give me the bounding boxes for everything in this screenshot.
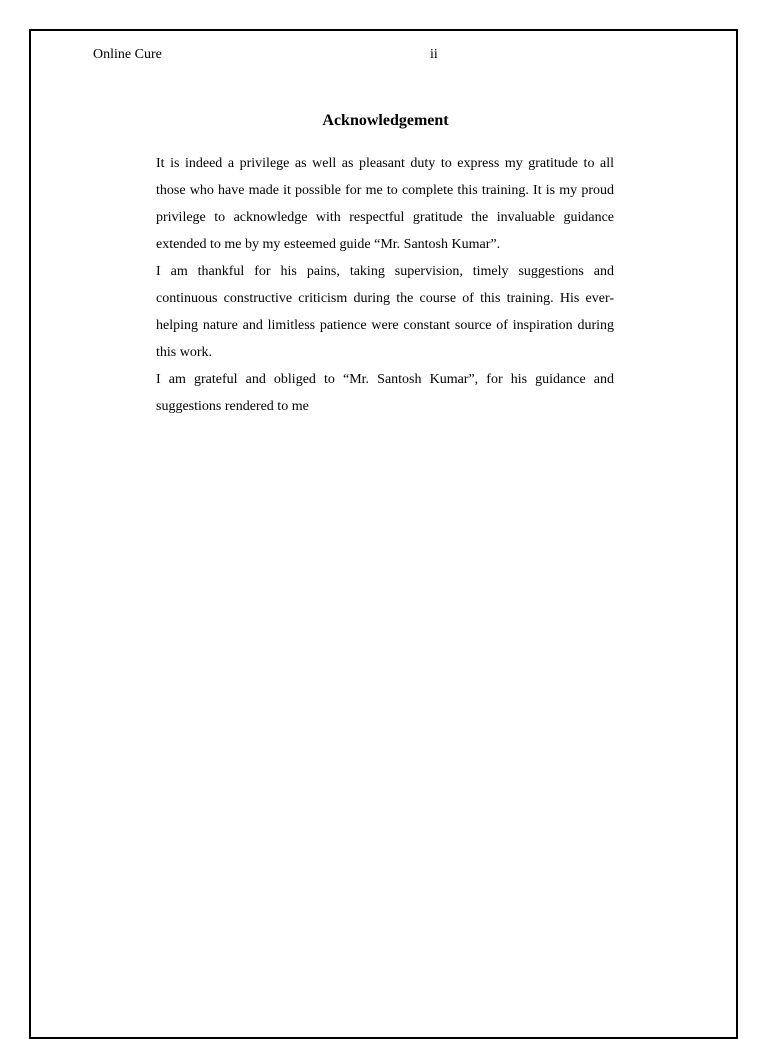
document-page <box>29 29 738 1039</box>
paragraph-1: It is indeed a privilege as well as pleasant duty to express my gratitude to all those who have made it possible for me to complete this training. It is my proud privilege to acknowledge with respectful gratitude the invaluable guidance extended to me by my esteemed guide “Mr. Santosh Kumar”. <box>156 156 614 252</box>
page-title: Acknowledgement <box>322 112 449 129</box>
page-number: ii <box>430 47 438 62</box>
header-title: Online Cure <box>93 47 162 62</box>
body-text <box>156 150 614 420</box>
paragraph-2: I am thankful for his pains, taking supervision, timely suggestions and continuous constructive criticism during the course of this training. His ever-helping nature and limitless patience were constant source of inspiration during this work. <box>156 264 614 360</box>
paragraph-3: I am grateful and obliged to “Mr. Santosh Kumar”, for his guidance and suggestions rendered to me <box>156 372 614 414</box>
